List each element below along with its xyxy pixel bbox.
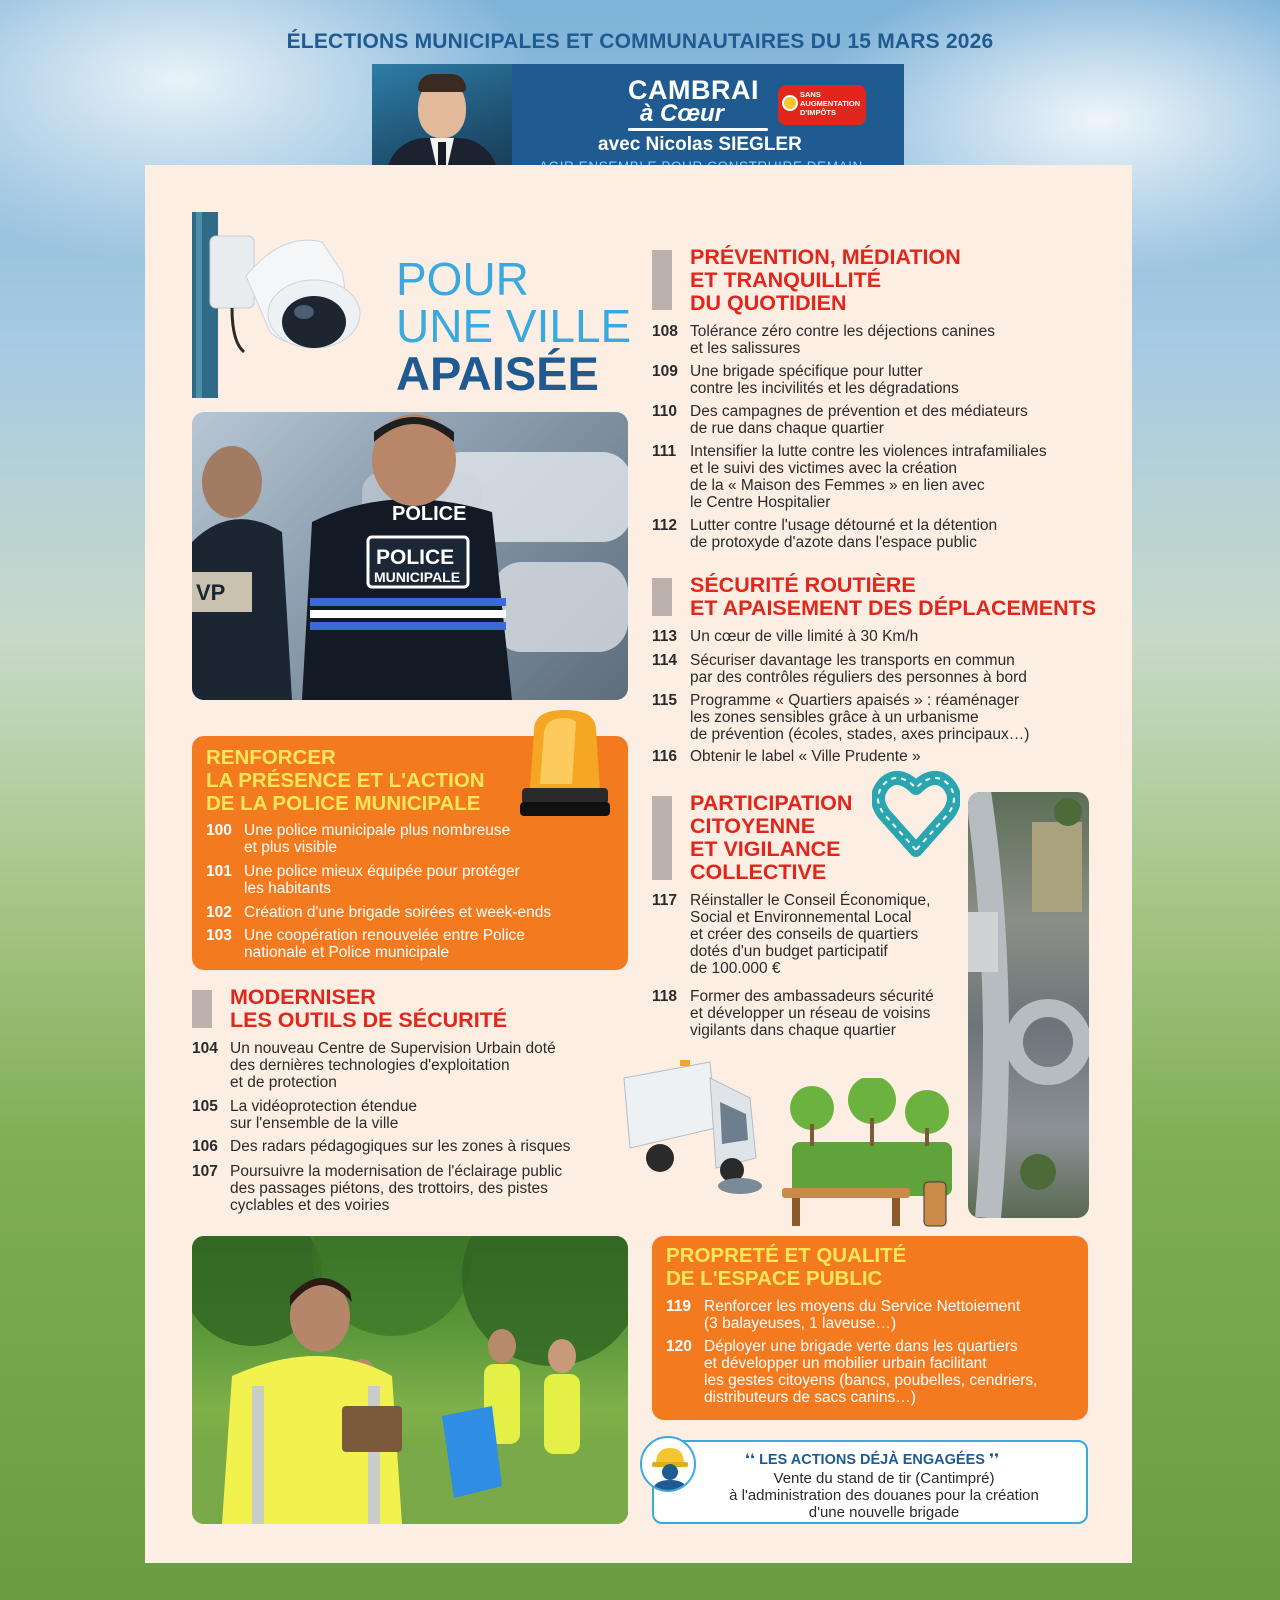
item-number: 110 bbox=[652, 403, 678, 420]
park-bench-icon bbox=[782, 1078, 962, 1228]
item-text: Un cœur de ville limité à 30 Km/h bbox=[690, 628, 919, 645]
item-text: Un nouveau Centre de Supervision Urbain doté des dernières technologies d'exploitation et de protection bbox=[230, 1040, 556, 1091]
police-photo bbox=[192, 412, 628, 700]
item-number: 106 bbox=[192, 1138, 218, 1155]
item-text: Réinstaller le Conseil Économique, Social et Environnemental Local et créer des conseils de quartiers dotés d'un budget participatif de 100.000 € bbox=[690, 892, 931, 977]
list-item bbox=[206, 863, 520, 897]
section-marker bbox=[652, 250, 672, 310]
item-number: 107 bbox=[192, 1163, 218, 1180]
item-text: Tolérance zéro contre les déjections canines et les salissures bbox=[690, 323, 996, 357]
aerial-street-photo bbox=[968, 792, 1089, 1218]
list-item bbox=[652, 363, 959, 397]
item-text: Des radars pédagogiques sur les zones à risques bbox=[230, 1138, 571, 1155]
list-item bbox=[192, 1138, 570, 1155]
list-item bbox=[206, 822, 510, 856]
list-item bbox=[652, 748, 921, 765]
brand-tagline: à Cœur bbox=[640, 100, 724, 127]
item-number: 118 bbox=[652, 988, 678, 1005]
item-number: 111 bbox=[652, 443, 677, 460]
heart-road-icon bbox=[872, 770, 960, 858]
renforcer-title: RENFORCER LA PRÉSENCE ET L'ACTION DE LA POLICE MUNICIPALE bbox=[206, 746, 485, 815]
item-number: 108 bbox=[652, 323, 678, 340]
item-text: Des campagnes de prévention et des médiateurs de rue dans chaque quartier bbox=[690, 403, 1028, 437]
participation-title: PARTICIPATION CITOYENNE ET VIGILANCE COLLECTIVE bbox=[690, 791, 853, 884]
section-marker bbox=[652, 578, 672, 616]
list-item bbox=[652, 692, 1029, 743]
callout-title: ❛❛ LES ACTIONS DÉJÀ ENGAGÉES ❜❜ bbox=[744, 1452, 1000, 1468]
coin-icon bbox=[782, 95, 798, 111]
list-item bbox=[192, 1098, 417, 1132]
proprete-box bbox=[652, 1236, 1088, 1420]
item-text: Programme « Quartiers apaisés » : réaménager les zones sensibles grâce à un urbanisme de prévention (écoles, stades, axes principaux…) bbox=[690, 692, 1030, 743]
item-text: Renforcer les moyens du Service Nettoiement (3 balayeuses, 1 laveuse…) bbox=[704, 1298, 1021, 1332]
item-text: Une coopération renouvelée entre Police nationale et Police municipale bbox=[244, 927, 525, 961]
item-number: 105 bbox=[192, 1098, 218, 1115]
item-text: Former des ambassadeurs sécurité et développer un réseau de voisins vigilants dans chaque quartier bbox=[690, 988, 934, 1039]
patch-line1: POLICE bbox=[376, 546, 455, 569]
item-text: Une police mieux équipée pour protéger les habitants bbox=[244, 863, 520, 897]
item-text: Une brigade spécifique pour lutter contre les incivilités et les dégradations bbox=[690, 363, 959, 397]
hero-title bbox=[396, 253, 632, 400]
worker-helmet-icon bbox=[640, 1436, 696, 1492]
item-number: 115 bbox=[652, 692, 678, 709]
brand-name: CAMBRAI bbox=[628, 75, 759, 105]
hero-line2: UNE VILLE bbox=[396, 300, 632, 352]
list-item bbox=[652, 403, 1028, 437]
item-text: Intensifier la lutte contre les violences intrafamiliales et le suivi des victimes avec la création de la « Maison des Femmes » en lien avec le Centre Hospitalier bbox=[690, 443, 1047, 511]
item-number: 101 bbox=[206, 863, 232, 880]
list-item bbox=[652, 517, 997, 551]
volunteers-photo bbox=[192, 1236, 628, 1524]
item-number: 113 bbox=[652, 628, 678, 645]
alarm-beacon-icon bbox=[520, 710, 610, 820]
brand-underline bbox=[628, 128, 768, 131]
proprete-title: PROPRETÉ ET QUALITÉ DE L'ESPACE PUBLIC bbox=[666, 1244, 907, 1290]
callout-text: Vente du stand de tir (Cantimpré) à l'administration des douanes pour la création d'une nouvelle brigade bbox=[729, 1470, 1039, 1521]
list-item bbox=[666, 1298, 1020, 1332]
vest-label: POLICE bbox=[392, 503, 467, 525]
item-text: Obtenir le label « Ville Prudente » bbox=[690, 748, 921, 765]
patch-line2: MUNICIPALE bbox=[374, 569, 461, 585]
no-tax-badge: SANS AUGMENTATION D'IMPÔTS bbox=[778, 85, 866, 125]
item-text: Déployer une brigade verte dans les quartiers et développer un mobilier urbain facilitant les gestes citoyens (bancs, poubelles, cendriers, distributeurs de sacs canins…) bbox=[704, 1338, 1038, 1406]
list-item bbox=[192, 1163, 562, 1214]
item-text: Une police municipale plus nombreuse et plus visible bbox=[244, 822, 511, 856]
item-number: 102 bbox=[206, 904, 232, 921]
list-item bbox=[652, 323, 995, 357]
list-item bbox=[652, 628, 918, 645]
actions-callout bbox=[652, 1440, 1088, 1524]
list-item bbox=[206, 904, 551, 921]
list-item bbox=[666, 1338, 1037, 1406]
election-title: ÉLECTIONS MUNICIPALES ET COMMUNAUTAIRES DU 15 MARS 2026 bbox=[286, 30, 994, 53]
item-text: Poursuivre la modernisation de l'éclairage public des passages piétons, des trottoirs, des pistes cyclables et des voiries bbox=[230, 1163, 563, 1214]
item-number: 103 bbox=[206, 927, 232, 944]
list-item bbox=[652, 652, 1027, 686]
item-number: 109 bbox=[652, 363, 678, 380]
candidate-name: avec Nicolas SIEGLER bbox=[598, 134, 802, 155]
item-number: 112 bbox=[652, 517, 678, 534]
item-number: 117 bbox=[652, 892, 678, 909]
prevention-title: PRÉVENTION, MÉDIATION ET TRANQUILLITÉ DU QUOTIDIEN bbox=[690, 245, 961, 315]
item-number: 100 bbox=[206, 822, 232, 839]
item-text: La vidéoprotection étendue sur l'ensemble de la ville bbox=[230, 1098, 418, 1132]
securite-title: SÉCURITÉ ROUTIÈRE ET APAISEMENT DES DÉPLACEMENTS bbox=[690, 573, 1097, 620]
side-label: VP bbox=[196, 580, 226, 605]
item-number: 116 bbox=[652, 748, 678, 765]
street-sweeper-icon bbox=[620, 1058, 772, 1200]
item-number: 104 bbox=[192, 1040, 218, 1057]
hero-line1: POUR bbox=[396, 253, 529, 305]
section-marker bbox=[652, 796, 672, 880]
hero-line3: APAISÉE bbox=[396, 347, 599, 400]
list-item bbox=[652, 892, 930, 977]
section-marker bbox=[192, 990, 212, 1028]
list-item bbox=[652, 443, 1047, 511]
item-text: Lutter contre l'usage détourné et la détention de protoxyde d'azote dans l'espace public bbox=[690, 517, 998, 551]
list-item bbox=[652, 988, 934, 1039]
item-number: 114 bbox=[652, 652, 678, 669]
item-number: 119 bbox=[666, 1298, 692, 1315]
list-item bbox=[206, 927, 525, 961]
item-text: Sécuriser davantage les transports en commun par des contrôles réguliers des personnes à bord bbox=[690, 652, 1027, 686]
moderniser-title: MODERNISER LES OUTILS DE SÉCURITÉ bbox=[230, 985, 508, 1032]
item-text: Création d'une brigade soirées et week-ends bbox=[244, 904, 552, 921]
item-number: 120 bbox=[666, 1338, 692, 1355]
cctv-camera-icon bbox=[192, 212, 372, 398]
list-item bbox=[192, 1040, 556, 1091]
